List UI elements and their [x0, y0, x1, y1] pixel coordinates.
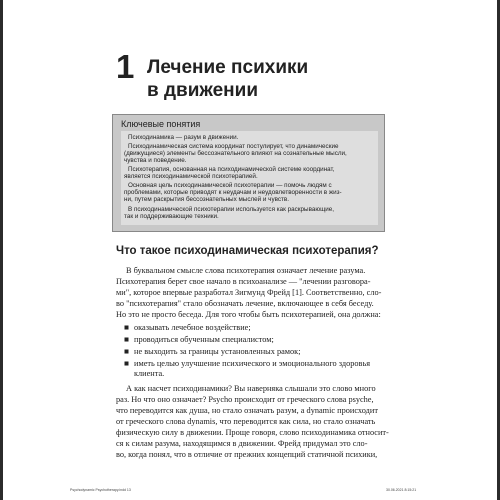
concept-line: Психодинамика — разум в движении.	[128, 134, 239, 141]
concept-line: Основная цель психодинамической психотерапии — помочь людям с	[128, 182, 332, 189]
bullet-icon: ■	[124, 347, 130, 356]
concept-line: В психодинамической психотерапии используется как раскрывающие,	[128, 206, 335, 213]
concept-line: ни, путем раскрытия бессознательных мыслей и чувств.	[124, 196, 290, 203]
body-line: ся к силам разума, находящимся в движении. Фрейд придумал это сло-	[116, 439, 368, 448]
section-heading: Что такое психодинамическая психотерапия?	[116, 245, 379, 257]
body-line: во, когда понял, что в отличие от прежних концепций статичной психики,	[116, 450, 378, 459]
concept-line: проблемами, которые приводят к неудачам и неудовлетворенности в жиз-	[124, 189, 342, 196]
footer-timestamp: 30.06.2021 8:15:21	[386, 488, 417, 492]
bullet-item: ■ не выходить за границы установленных рамок;	[124, 347, 301, 356]
chapter-title	[147, 56, 347, 102]
concept-line: является психодинамической психотерапией.	[124, 173, 258, 180]
body-line: раз. Но что оно означает? Psycho происходит от греческого слова psyche,	[116, 395, 374, 404]
bullet-icon: ■	[124, 335, 130, 344]
body-line: физическую силу в движении. Проще говоря, слово психодинамика относит-	[116, 428, 389, 437]
body-line: В буквальном смысле слова психотерапия означает лечение разума.	[126, 266, 366, 275]
bullet-icon: ■	[124, 323, 130, 332]
body-line: во "психотерапия" стало обозначать лечение, включающее в себя беседу.	[116, 299, 374, 308]
bullet-item-continuation: клиента.	[134, 369, 165, 378]
bullet-item: ■ иметь целью улучшение психического и эмоционального здоровья	[124, 359, 371, 368]
body-line: Но это не просто беседа. Для того чтобы быть психотерапией, она должна:	[116, 310, 381, 319]
bullet-icon: ■	[124, 359, 130, 368]
body-line: от греческого слова dynamis, что переводится как сила, но стало означать	[116, 417, 376, 426]
page-edge-left	[0, 0, 3, 500]
body-line: ми", которое впервые разработал Зигмунд Фрейд [1]. Соответственно, сло-	[116, 288, 382, 297]
key-concepts-heading: Ключевые понятия	[121, 119, 201, 129]
chapter-title-line: в движении	[147, 80, 259, 101]
chapter-title-line: Лечение психики	[147, 57, 309, 78]
concept-line: так и поддерживающие техники.	[124, 213, 219, 220]
body-line: А как насчет психодинамики? Вы наверняка слышали это слово много	[126, 384, 376, 393]
body-line: что переводится как душа, но стало означать разум, а dynamic происходит	[116, 406, 378, 415]
chapter-number: 1	[116, 48, 135, 85]
concept-line: Психотерапия, основанная на психодинамической системе координат,	[128, 166, 335, 173]
concept-line: чувства и поведение.	[124, 157, 187, 164]
bullet-item: ■ оказывать лечебное воздействие;	[124, 323, 251, 332]
concept-line: (движущиеся) элементы бессознательного влияют на сознательные мысли,	[124, 150, 347, 157]
footer-filename: Psychodynamic Psychotherapy.indd 13	[70, 488, 131, 492]
concept-line: Психодинамическая система координат постулирует, что динамические	[128, 143, 339, 150]
body-line: Психотерапия берет свое начало в психоанализе — "лечении разговора-	[116, 277, 371, 286]
bullet-item: ■ проводиться обученным специалистом;	[124, 335, 274, 344]
